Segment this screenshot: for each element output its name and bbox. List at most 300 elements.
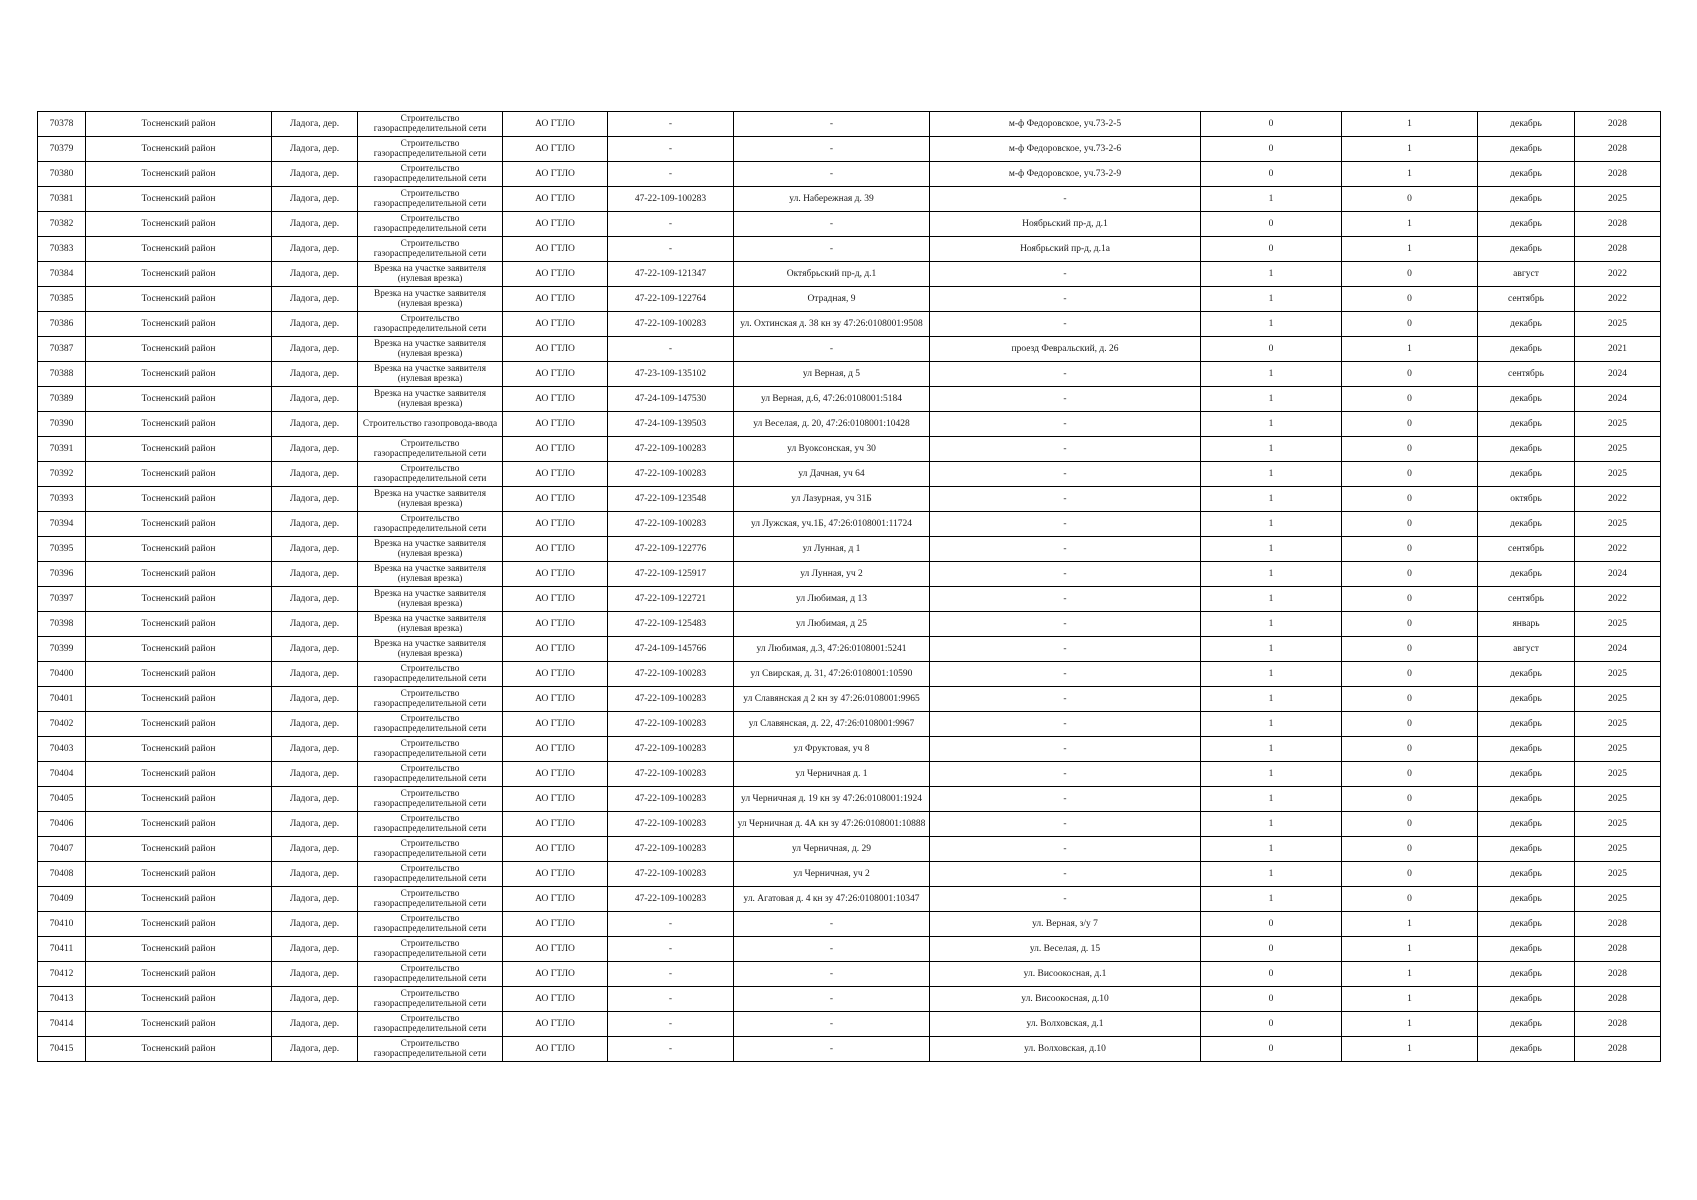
- cell-operator: АО ГТЛО: [503, 937, 608, 962]
- cell-count-planned: 0: [1342, 812, 1478, 837]
- cell-cadastral-number: 47-22-109-100283: [608, 762, 734, 787]
- cell-operator: АО ГТЛО: [503, 462, 608, 487]
- table-row: [38, 112, 1661, 137]
- cell-district: Тосненский район: [86, 237, 272, 262]
- cell-work-type: Строительство газораспределительной сети: [358, 187, 503, 212]
- cell-count-existing: 0: [1201, 112, 1342, 137]
- cell-id: 70388: [38, 362, 86, 387]
- cell-address-planned: ул. Волховская, д.10: [930, 1037, 1201, 1062]
- cell-count-existing: 1: [1201, 587, 1342, 612]
- cell-id: 70400: [38, 662, 86, 687]
- cell-work-type: Строительство газораспределительной сети: [358, 462, 503, 487]
- cell-cadastral-number: -: [608, 212, 734, 237]
- cell-year: 2025: [1575, 462, 1661, 487]
- table-row: [38, 512, 1661, 537]
- cell-year: 2022: [1575, 262, 1661, 287]
- cell-count-existing: 1: [1201, 437, 1342, 462]
- cell-cadastral-number: 47-22-109-100283: [608, 687, 734, 712]
- cell-operator: АО ГТЛО: [503, 862, 608, 887]
- cell-id: 70415: [38, 1037, 86, 1062]
- table-row: [38, 187, 1661, 212]
- cell-district: Тосненский район: [86, 887, 272, 912]
- cell-address-planned: -: [930, 537, 1201, 562]
- cell-cadastral-number: -: [608, 1037, 734, 1062]
- cell-year: 2025: [1575, 687, 1661, 712]
- cell-district: Тосненский район: [86, 562, 272, 587]
- cell-district: Тосненский район: [86, 487, 272, 512]
- cell-work-type: Строительство газораспределительной сети: [358, 137, 503, 162]
- table-row: [38, 887, 1661, 912]
- cell-locality: Ладога, дер.: [272, 862, 358, 887]
- cell-count-planned: 0: [1342, 287, 1478, 312]
- cell-count-existing: 0: [1201, 962, 1342, 987]
- cell-address-planned: м-ф Федоровское, уч.73-2-9: [930, 162, 1201, 187]
- cell-cadastral-number: 47-22-109-100283: [608, 462, 734, 487]
- cell-work-type: Строительство газораспределительной сети: [358, 812, 503, 837]
- cell-operator: АО ГТЛО: [503, 987, 608, 1012]
- cell-locality: Ладога, дер.: [272, 937, 358, 962]
- cell-operator: АО ГТЛО: [503, 487, 608, 512]
- cell-count-existing: 0: [1201, 987, 1342, 1012]
- cell-id: 70405: [38, 787, 86, 812]
- cell-cadastral-number: 47-24-109-139503: [608, 412, 734, 437]
- cell-address-planned: -: [930, 712, 1201, 737]
- cell-district: Тосненский район: [86, 412, 272, 437]
- cell-locality: Ладога, дер.: [272, 787, 358, 812]
- cell-address-existing: ул Веселая, д. 20, 47:26:0108001:10428: [734, 412, 930, 437]
- cell-address-existing: ул Дачная, уч 64: [734, 462, 930, 487]
- cell-year: 2028: [1575, 1037, 1661, 1062]
- cell-year: 2028: [1575, 137, 1661, 162]
- cell-month: декабрь: [1478, 887, 1575, 912]
- cell-count-existing: 1: [1201, 662, 1342, 687]
- cell-cadastral-number: 47-22-109-121347: [608, 262, 734, 287]
- cell-address-existing: ул Славянская, д. 22, 47:26:0108001:9967: [734, 712, 930, 737]
- cell-year: 2028: [1575, 987, 1661, 1012]
- cell-address-planned: -: [930, 612, 1201, 637]
- cell-year: 2025: [1575, 837, 1661, 862]
- cell-month: декабрь: [1478, 387, 1575, 412]
- table-row: [38, 287, 1661, 312]
- cell-year: 2022: [1575, 287, 1661, 312]
- cell-count-existing: 0: [1201, 337, 1342, 362]
- cell-month: сентябрь: [1478, 287, 1575, 312]
- cell-month: декабрь: [1478, 212, 1575, 237]
- cell-operator: АО ГТЛО: [503, 212, 608, 237]
- table-row: [38, 487, 1661, 512]
- cell-locality: Ладога, дер.: [272, 387, 358, 412]
- cell-locality: Ладога, дер.: [272, 837, 358, 862]
- cell-work-type: Строительство газораспределительной сети: [358, 862, 503, 887]
- cell-month: сентябрь: [1478, 362, 1575, 387]
- cell-id: 70387: [38, 337, 86, 362]
- cell-year: 2024: [1575, 362, 1661, 387]
- cell-count-planned: 0: [1342, 862, 1478, 887]
- cell-id: 70395: [38, 537, 86, 562]
- cell-year: 2025: [1575, 712, 1661, 737]
- cell-address-existing: ул. Охтинская д. 38 кн зу 47:26:0108001:9508: [734, 312, 930, 337]
- cell-id: 70386: [38, 312, 86, 337]
- cell-count-planned: 0: [1342, 512, 1478, 537]
- cell-district: Тосненский район: [86, 1012, 272, 1037]
- cell-work-type: Строительство газораспределительной сети: [358, 687, 503, 712]
- cell-locality: Ладога, дер.: [272, 987, 358, 1012]
- cell-cadastral-number: -: [608, 337, 734, 362]
- cell-count-planned: 0: [1342, 437, 1478, 462]
- cell-work-type: Строительство газораспределительной сети: [358, 787, 503, 812]
- cell-operator: АО ГТЛО: [503, 287, 608, 312]
- cell-district: Тосненский район: [86, 112, 272, 137]
- cell-district: Тосненский район: [86, 787, 272, 812]
- cell-address-planned: -: [930, 312, 1201, 337]
- cell-operator: АО ГТЛО: [503, 1037, 608, 1062]
- cell-month: декабрь: [1478, 112, 1575, 137]
- cell-count-existing: 1: [1201, 837, 1342, 862]
- cell-work-type: Строительство газораспределительной сети: [358, 1012, 503, 1037]
- cell-address-existing: Отрадная, 9: [734, 287, 930, 312]
- cell-count-existing: 1: [1201, 512, 1342, 537]
- cell-district: Тосненский район: [86, 937, 272, 962]
- cell-year: 2025: [1575, 512, 1661, 537]
- cell-year: 2028: [1575, 112, 1661, 137]
- table-row: [38, 787, 1661, 812]
- cell-address-existing: -: [734, 137, 930, 162]
- cell-address-existing: ул Черничная д. 19 кн зу 47:26:0108001:1924: [734, 787, 930, 812]
- cell-count-planned: 0: [1342, 662, 1478, 687]
- cell-count-existing: 0: [1201, 1012, 1342, 1037]
- cell-count-planned: 0: [1342, 887, 1478, 912]
- cell-work-type: Строительство газораспределительной сети: [358, 837, 503, 862]
- cell-operator: АО ГТЛО: [503, 312, 608, 337]
- cell-operator: АО ГТЛО: [503, 337, 608, 362]
- cell-id: 70402: [38, 712, 86, 737]
- cell-address-planned: -: [930, 487, 1201, 512]
- cell-work-type: Врезка на участке заявителя (нулевая врезка): [358, 637, 503, 662]
- cell-year: 2025: [1575, 612, 1661, 637]
- cell-id: 70409: [38, 887, 86, 912]
- cell-district: Тосненский район: [86, 312, 272, 337]
- cell-operator: АО ГТЛО: [503, 562, 608, 587]
- table-row: [38, 637, 1661, 662]
- cell-locality: Ладога, дер.: [272, 662, 358, 687]
- cell-work-type: Строительство газораспределительной сети: [358, 937, 503, 962]
- cell-address-planned: -: [930, 762, 1201, 787]
- cell-year: 2025: [1575, 787, 1661, 812]
- cell-count-planned: 0: [1342, 712, 1478, 737]
- cell-count-planned: 0: [1342, 612, 1478, 637]
- cell-operator: АО ГТЛО: [503, 687, 608, 712]
- cell-address-planned: -: [930, 362, 1201, 387]
- cell-operator: АО ГТЛО: [503, 162, 608, 187]
- cell-id: 70407: [38, 837, 86, 862]
- cell-id: 70381: [38, 187, 86, 212]
- cell-year: 2028: [1575, 1012, 1661, 1037]
- cell-count-existing: 1: [1201, 637, 1342, 662]
- cell-locality: Ладога, дер.: [272, 562, 358, 587]
- cell-address-planned: -: [930, 262, 1201, 287]
- cell-address-planned: м-ф Федоровское, уч.73-2-5: [930, 112, 1201, 137]
- cell-year: 2024: [1575, 562, 1661, 587]
- cell-work-type: Врезка на участке заявителя (нулевая врезка): [358, 562, 503, 587]
- cell-address-existing: -: [734, 962, 930, 987]
- cell-district: Тосненский район: [86, 837, 272, 862]
- cell-address-existing: -: [734, 1037, 930, 1062]
- cell-count-existing: 1: [1201, 487, 1342, 512]
- cell-work-type: Строительство газораспределительной сети: [358, 237, 503, 262]
- cell-address-planned: -: [930, 587, 1201, 612]
- cell-id: 70390: [38, 412, 86, 437]
- cell-operator: АО ГТЛО: [503, 1012, 608, 1037]
- cell-year: 2028: [1575, 937, 1661, 962]
- cell-operator: АО ГТЛО: [503, 362, 608, 387]
- cell-count-planned: 1: [1342, 237, 1478, 262]
- cell-address-planned: ул. Висоокосная, д.1: [930, 962, 1201, 987]
- table-row: [38, 1037, 1661, 1062]
- cell-year: 2025: [1575, 437, 1661, 462]
- cell-address-planned: -: [930, 187, 1201, 212]
- cell-locality: Ладога, дер.: [272, 337, 358, 362]
- cell-address-existing: Октябрьский пр-д, д.1: [734, 262, 930, 287]
- cell-locality: Ладога, дер.: [272, 112, 358, 137]
- cell-district: Тосненский район: [86, 912, 272, 937]
- cell-operator: АО ГТЛО: [503, 837, 608, 862]
- cell-locality: Ладога, дер.: [272, 887, 358, 912]
- cell-id: 70391: [38, 437, 86, 462]
- cell-work-type: Врезка на участке заявителя (нулевая врезка): [358, 612, 503, 637]
- cell-count-planned: 1: [1342, 912, 1478, 937]
- cell-month: декабрь: [1478, 412, 1575, 437]
- cell-id: 70382: [38, 212, 86, 237]
- cell-month: декабрь: [1478, 562, 1575, 587]
- cell-district: Тосненский район: [86, 462, 272, 487]
- cell-month: декабрь: [1478, 312, 1575, 337]
- cell-year: 2021: [1575, 337, 1661, 362]
- cell-month: декабрь: [1478, 987, 1575, 1012]
- table-row: [38, 237, 1661, 262]
- cell-address-existing: ул Черничная д. 1: [734, 762, 930, 787]
- cell-address-planned: ул. Волховская, д.1: [930, 1012, 1201, 1037]
- cell-cadastral-number: -: [608, 112, 734, 137]
- cell-district: Тосненский район: [86, 137, 272, 162]
- cell-operator: АО ГТЛО: [503, 412, 608, 437]
- cell-month: сентябрь: [1478, 537, 1575, 562]
- cell-month: декабрь: [1478, 187, 1575, 212]
- cell-district: Тосненский район: [86, 662, 272, 687]
- cell-work-type: Строительство газораспределительной сети: [358, 437, 503, 462]
- cell-id: 70383: [38, 237, 86, 262]
- table-row: [38, 462, 1661, 487]
- cell-month: декабрь: [1478, 912, 1575, 937]
- cell-year: 2022: [1575, 537, 1661, 562]
- cell-cadastral-number: 47-22-109-100283: [608, 712, 734, 737]
- cell-operator: АО ГТЛО: [503, 712, 608, 737]
- cell-operator: АО ГТЛО: [503, 437, 608, 462]
- cell-count-planned: 0: [1342, 787, 1478, 812]
- cell-locality: Ладога, дер.: [272, 512, 358, 537]
- cell-operator: АО ГТЛО: [503, 737, 608, 762]
- table-row: [38, 137, 1661, 162]
- cell-year: 2025: [1575, 812, 1661, 837]
- cell-operator: АО ГТЛО: [503, 637, 608, 662]
- table-row: [38, 837, 1661, 862]
- cell-district: Тосненский район: [86, 687, 272, 712]
- cell-locality: Ладога, дер.: [272, 212, 358, 237]
- cell-address-existing: ул Свирская, д. 31, 47:26:0108001:10590: [734, 662, 930, 687]
- cell-work-type: Строительство газораспределительной сети: [358, 737, 503, 762]
- cell-address-existing: -: [734, 937, 930, 962]
- cell-district: Тосненский район: [86, 987, 272, 1012]
- cell-locality: Ладога, дер.: [272, 962, 358, 987]
- cell-cadastral-number: 47-22-109-100283: [608, 512, 734, 537]
- cell-month: декабрь: [1478, 162, 1575, 187]
- cell-count-existing: 1: [1201, 887, 1342, 912]
- cell-id: 70384: [38, 262, 86, 287]
- cell-locality: Ладога, дер.: [272, 1037, 358, 1062]
- cell-cadastral-number: 47-22-109-100283: [608, 787, 734, 812]
- cell-operator: АО ГТЛО: [503, 662, 608, 687]
- cell-operator: АО ГТЛО: [503, 237, 608, 262]
- cell-address-planned: -: [930, 812, 1201, 837]
- cell-work-type: Строительство газораспределительной сети: [358, 962, 503, 987]
- cell-month: сентябрь: [1478, 587, 1575, 612]
- cell-id: 70403: [38, 737, 86, 762]
- table-body: [38, 112, 1661, 1062]
- cell-count-planned: 0: [1342, 562, 1478, 587]
- cell-work-type: Врезка на участке заявителя (нулевая врезка): [358, 337, 503, 362]
- cell-work-type: Строительство газораспределительной сети: [358, 512, 503, 537]
- cell-id: 70411: [38, 937, 86, 962]
- cell-locality: Ладога, дер.: [272, 612, 358, 637]
- cell-month: декабрь: [1478, 337, 1575, 362]
- table-row: [38, 587, 1661, 612]
- cell-district: Тосненский район: [86, 362, 272, 387]
- cell-address-planned: -: [930, 862, 1201, 887]
- cell-district: Тосненский район: [86, 862, 272, 887]
- cell-work-type: Врезка на участке заявителя (нулевая врезка): [358, 587, 503, 612]
- cell-cadastral-number: 47-22-109-100283: [608, 437, 734, 462]
- cell-address-planned: -: [930, 412, 1201, 437]
- cell-month: декабрь: [1478, 437, 1575, 462]
- cell-locality: Ладога, дер.: [272, 262, 358, 287]
- cell-year: 2024: [1575, 387, 1661, 412]
- cell-id: 70385: [38, 287, 86, 312]
- cell-month: декабрь: [1478, 1037, 1575, 1062]
- table-row: [38, 262, 1661, 287]
- cell-month: декабрь: [1478, 712, 1575, 737]
- cell-address-planned: -: [930, 462, 1201, 487]
- cell-locality: Ладога, дер.: [272, 737, 358, 762]
- cell-address-planned: -: [930, 787, 1201, 812]
- cell-count-planned: 0: [1342, 762, 1478, 787]
- cell-work-type: Врезка на участке заявителя (нулевая врезка): [358, 487, 503, 512]
- cell-locality: Ладога, дер.: [272, 137, 358, 162]
- cell-address-planned: Ноябрьский пр-д, д.1: [930, 212, 1201, 237]
- cell-locality: Ладога, дер.: [272, 462, 358, 487]
- cell-cadastral-number: 47-22-109-100283: [608, 187, 734, 212]
- cell-address-planned: -: [930, 512, 1201, 537]
- cell-count-planned: 1: [1342, 937, 1478, 962]
- table-row: [38, 437, 1661, 462]
- cell-address-planned: -: [930, 387, 1201, 412]
- table-row: [38, 212, 1661, 237]
- cell-id: 70397: [38, 587, 86, 612]
- cell-month: декабрь: [1478, 687, 1575, 712]
- cell-address-planned: -: [930, 737, 1201, 762]
- cell-id: 70410: [38, 912, 86, 937]
- cell-count-planned: 1: [1342, 112, 1478, 137]
- cell-address-existing: ул Лунная, уч 2: [734, 562, 930, 587]
- cell-count-existing: 0: [1201, 137, 1342, 162]
- cell-cadastral-number: 47-22-109-100283: [608, 812, 734, 837]
- cell-id: 70404: [38, 762, 86, 787]
- cell-count-existing: 1: [1201, 537, 1342, 562]
- cell-month: декабрь: [1478, 862, 1575, 887]
- cell-cadastral-number: -: [608, 1012, 734, 1037]
- cell-year: 2022: [1575, 587, 1661, 612]
- cell-id: 70379: [38, 137, 86, 162]
- cell-operator: АО ГТЛО: [503, 112, 608, 137]
- cell-address-existing: ул Лазурная, уч 31Б: [734, 487, 930, 512]
- cell-month: декабрь: [1478, 462, 1575, 487]
- cell-locality: Ладога, дер.: [272, 237, 358, 262]
- cell-work-type: Врезка на участке заявителя (нулевая врезка): [358, 262, 503, 287]
- cell-address-existing: -: [734, 162, 930, 187]
- cell-cadastral-number: 47-22-109-100283: [608, 887, 734, 912]
- cell-district: Тосненский район: [86, 712, 272, 737]
- cell-work-type: Строительство газораспределительной сети: [358, 662, 503, 687]
- cell-count-planned: 1: [1342, 137, 1478, 162]
- cell-count-planned: 1: [1342, 162, 1478, 187]
- cell-work-type: Строительство газораспределительной сети: [358, 212, 503, 237]
- cell-count-planned: 1: [1342, 987, 1478, 1012]
- cell-address-planned: -: [930, 687, 1201, 712]
- cell-work-type: Врезка на участке заявителя (нулевая врезка): [358, 537, 503, 562]
- cell-id: 70389: [38, 387, 86, 412]
- cell-year: 2024: [1575, 637, 1661, 662]
- cell-locality: Ладога, дер.: [272, 362, 358, 387]
- cell-locality: Ладога, дер.: [272, 587, 358, 612]
- cell-id: 70392: [38, 462, 86, 487]
- cell-year: 2025: [1575, 737, 1661, 762]
- cell-address-existing: -: [734, 337, 930, 362]
- cell-month: декабрь: [1478, 512, 1575, 537]
- cell-district: Тосненский район: [86, 962, 272, 987]
- cell-month: декабрь: [1478, 762, 1575, 787]
- cell-work-type: Строительство газораспределительной сети: [358, 112, 503, 137]
- cell-operator: АО ГТЛО: [503, 262, 608, 287]
- cell-count-planned: 0: [1342, 362, 1478, 387]
- cell-work-type: Строительство газораспределительной сети: [358, 1037, 503, 1062]
- cell-operator: АО ГТЛО: [503, 587, 608, 612]
- cell-work-type: Врезка на участке заявителя (нулевая врезка): [358, 362, 503, 387]
- cell-work-type: Врезка на участке заявителя (нулевая врезка): [358, 287, 503, 312]
- cell-count-planned: 0: [1342, 687, 1478, 712]
- cell-address-existing: ул Черничная, уч 2: [734, 862, 930, 887]
- table-row: [38, 812, 1661, 837]
- cell-locality: Ладога, дер.: [272, 312, 358, 337]
- cell-address-planned: -: [930, 837, 1201, 862]
- cell-district: Тосненский район: [86, 262, 272, 287]
- cell-cadastral-number: 47-22-109-100283: [608, 312, 734, 337]
- cell-work-type: Строительство газораспределительной сети: [358, 162, 503, 187]
- cell-count-existing: 1: [1201, 712, 1342, 737]
- cell-work-type: Строительство газораспределительной сети: [358, 712, 503, 737]
- cell-id: 70414: [38, 1012, 86, 1037]
- cell-cadastral-number: -: [608, 962, 734, 987]
- cell-cadastral-number: -: [608, 937, 734, 962]
- cell-year: 2025: [1575, 187, 1661, 212]
- cell-address-planned: -: [930, 437, 1201, 462]
